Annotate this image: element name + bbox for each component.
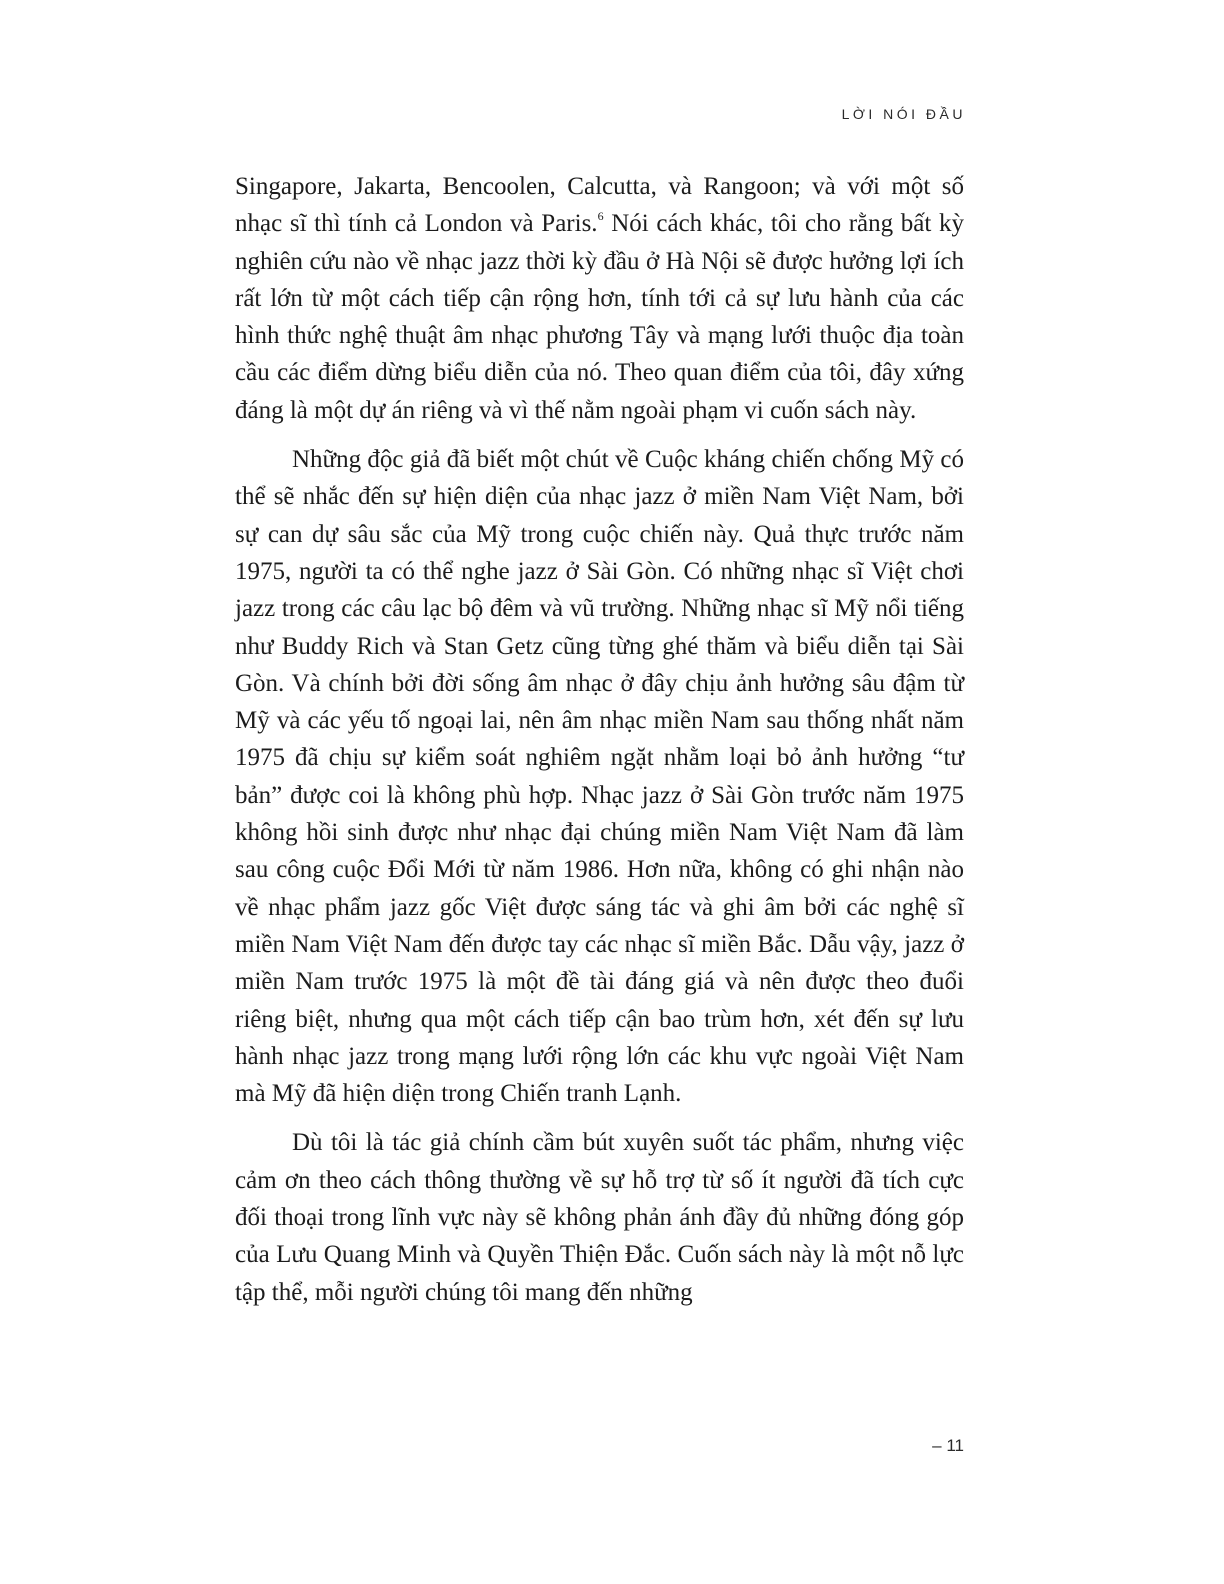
paragraph-3: Dù tôi là tác giả chính cầm bút xuyên suốt tác phẩm, nhưng việc cảm ơn theo cách thông thường về sự hỗ trợ từ số ít người đã tích cực đối thoại trong lĩnh vực này sẽ không phản ánh đầy đủ những đóng góp của Lưu Quang Minh và Quyền Thiện Đắc. Cuốn sách này là một nỗ lực tập thể, mỗi người chúng tôi mang đến những bbox=[235, 1129, 964, 1306]
running-title: LỜI NÓI ĐẦU bbox=[841, 106, 966, 122]
page-number: – 11 bbox=[932, 1436, 964, 1455]
paragraph-1-continuation: Nói cách khác, tôi cho rằng bất kỳ nghiên cứu nào về nhạc jazz thời kỳ đầu ở Hà Nội sẽ được hưởng lợi ích rất lớn từ một cách tiếp cận rộng hơn, tính tới cả sự lưu hành của các hình thức nghệ thuật âm nhạc phương Tây và mạng lưới thuộc địa toàn cầu các điểm dừng biểu diễn của nó. Theo quan điểm của tôi, đây xứng đáng là một dự án riêng và vì thế nằm ngoài phạm vi cuốn sách này. bbox=[235, 210, 964, 424]
paragraph-1 bbox=[235, 168, 964, 429]
paragraph-1-text: Singapore, Jakarta, Bencoolen, Calcutta, và Rangoon; và với một số nhạc sĩ thì tính cả London và Paris. bbox=[235, 173, 964, 238]
body-text bbox=[235, 168, 964, 1323]
paragraph-2: Những độc giả đã biết một chút về Cuộc kháng chiến chống Mỹ có thể sẽ nhắc đến sự hiện diện của nhạc jazz ở miền Nam Việt Nam, bởi sự can dự sâu sắc của Mỹ trong cuộc chiến này. Quả thực trước năm 1975, người ta có thể nghe jazz ở Sài Gòn. Có những nhạc sĩ Việt chơi jazz trong các câu lạc bộ đêm và vũ trường. Những nhạc sĩ Mỹ nổi tiếng như Buddy Rich và Stan Getz cũng từng ghé thăm và biểu diễn tại Sài Gòn. Và chính bởi đời sống âm nhạc ở đây chịu ảnh hưởng sâu đậm từ Mỹ và các yếu tố ngoại lai, nên âm nhạc miền Nam sau thống nhất năm 1975 đã chịu sự kiểm soát nghiêm ngặt nhằm loại bỏ ảnh hưởng “tư bản” được coi là không phù hợp. Nhạc jazz ở Sài Gòn trước năm 1975 không hồi sinh được như nhạc đại chúng miền Nam Việt Nam đã làm sau công cuộc Đổi Mới từ năm 1986. Hơn nữa, không có ghi nhận nào về nhạc phẩm jazz gốc Việt được sáng tác và ghi âm bởi các nghệ sĩ miền Nam Việt Nam đến được tay các nhạc sĩ miền Bắc. Dẫu vậy, jazz ở miền Nam trước 1975 là một đề tài đáng giá và nên được theo đuổi riêng biệt, nhưng qua một cách tiếp cận bao trùm hơn, xét đến sự lưu hành nhạc jazz trong mạng lưới rộng lớn các khu vực ngoài Việt Nam mà Mỹ đã hiện diện trong Chiến tranh Lạnh. bbox=[235, 446, 964, 1108]
footnote-reference[interactable]: 6 bbox=[597, 209, 604, 224]
